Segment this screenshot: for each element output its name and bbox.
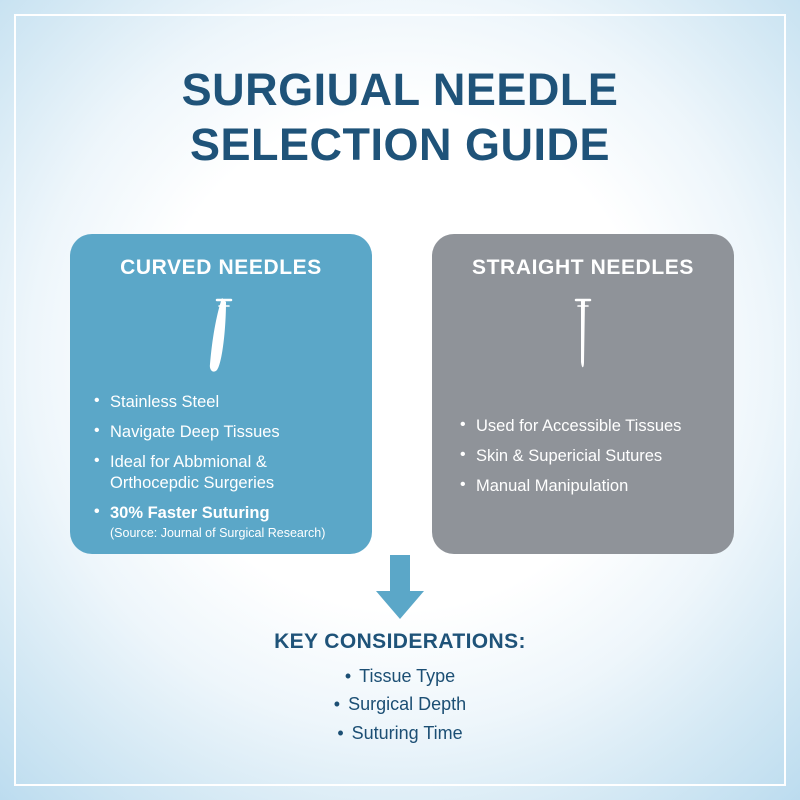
page-title <box>0 62 800 173</box>
curved-needle-icon <box>186 290 256 380</box>
list-item: • Suturing Time <box>0 719 800 747</box>
list-item: • Ideal for Abbmional & Orthocepdic Surgeries <box>92 452 354 494</box>
list-item: • Surgical Depth <box>0 690 800 718</box>
list-item: • Tissue Type <box>0 662 800 690</box>
straight-bullet-list <box>458 416 720 506</box>
key-considerations-heading: KEY CONSIDERATIONS: <box>274 630 526 653</box>
list-item-label: 30% Faster Suturing <box>110 504 270 523</box>
list-item: • Used for Accessible Tissues <box>458 416 720 437</box>
card-straight-title: STRAIGHT NEEDLES <box>472 256 694 279</box>
list-item <box>92 503 354 540</box>
card-straight-needles <box>432 234 734 554</box>
straight-needle-icon <box>548 290 618 380</box>
page-title-line-2: SELECTION GUIDE <box>189 119 611 171</box>
list-item: • Skin & Supericial Sutures <box>458 446 720 467</box>
key-considerations-list <box>0 662 800 747</box>
card-curved-needles <box>70 234 372 554</box>
down-arrow-icon <box>374 555 426 621</box>
curved-bullet-list <box>92 392 354 550</box>
list-item: • Manual Manipulation <box>458 476 720 497</box>
card-curved-title: CURVED NEEDLES <box>120 256 322 279</box>
list-item: • Stainless Steel <box>92 392 354 413</box>
page-title-line-1: SURGIUAL NEEDLE <box>181 64 619 115</box>
list-item: • Navigate Deep Tissues <box>92 422 354 443</box>
source-note: (Source: Journal of Surgical Research) <box>110 525 326 540</box>
